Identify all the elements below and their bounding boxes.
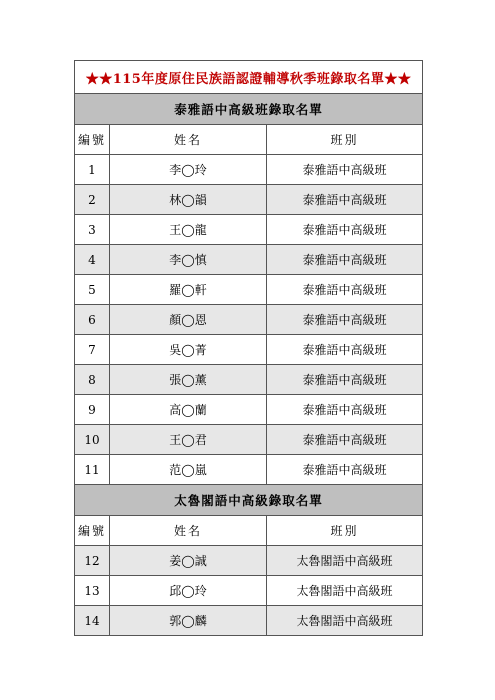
cell-no: 13 xyxy=(75,576,110,606)
section-heading-row xyxy=(75,485,423,516)
cell-name: 林◯韻 xyxy=(110,185,267,215)
table-row xyxy=(75,576,423,606)
header-class: 班別 xyxy=(267,516,423,546)
cell-no: 1 xyxy=(75,155,110,185)
table-row xyxy=(75,335,423,365)
cell-class: 泰雅語中高級班 xyxy=(267,215,423,245)
cell-name: 李◯慎 xyxy=(110,245,267,275)
table-row xyxy=(75,395,423,425)
cell-class: 泰雅語中高級班 xyxy=(267,395,423,425)
table-row xyxy=(75,425,423,455)
cell-class: 泰雅語中高級班 xyxy=(267,275,423,305)
cell-name: 羅◯軒 xyxy=(110,275,267,305)
admission-list-table xyxy=(74,60,423,636)
table-row xyxy=(75,546,423,576)
title-row xyxy=(75,61,423,94)
header-class: 班別 xyxy=(267,125,423,155)
cell-no: 3 xyxy=(75,215,110,245)
table-row xyxy=(75,455,423,485)
cell-no: 8 xyxy=(75,365,110,395)
cell-name: 張◯薰 xyxy=(110,365,267,395)
cell-name: 邱◯玲 xyxy=(110,576,267,606)
table-row xyxy=(75,305,423,335)
cell-no: 9 xyxy=(75,395,110,425)
cell-class: 泰雅語中高級班 xyxy=(267,455,423,485)
cell-no: 2 xyxy=(75,185,110,215)
cell-class: 泰雅語中高級班 xyxy=(267,245,423,275)
cell-class: 泰雅語中高級班 xyxy=(267,365,423,395)
header-name: 姓名 xyxy=(110,125,267,155)
header-no: 編號 xyxy=(75,516,110,546)
roster-document xyxy=(74,60,422,636)
header-no: 編號 xyxy=(75,125,110,155)
cell-name: 顏◯恩 xyxy=(110,305,267,335)
table-row xyxy=(75,245,423,275)
cell-no: 14 xyxy=(75,606,110,636)
cell-class: 太魯閣語中高級班 xyxy=(267,576,423,606)
table-row xyxy=(75,155,423,185)
column-header-row xyxy=(75,516,423,546)
cell-no: 5 xyxy=(75,275,110,305)
header-name: 姓名 xyxy=(110,516,267,546)
column-header-row xyxy=(75,125,423,155)
cell-name: 吳◯菁 xyxy=(110,335,267,365)
cell-name: 王◯君 xyxy=(110,425,267,455)
table-row xyxy=(75,185,423,215)
cell-name: 郭◯麟 xyxy=(110,606,267,636)
cell-no: 7 xyxy=(75,335,110,365)
cell-no: 10 xyxy=(75,425,110,455)
cell-class: 太魯閣語中高級班 xyxy=(267,546,423,576)
section-heading: 泰雅語中高級班錄取名單 xyxy=(75,94,423,125)
document-title: ★★115年度原住民族語認證輔導秋季班錄取名單★★ xyxy=(75,61,423,94)
table-row xyxy=(75,275,423,305)
cell-no: 4 xyxy=(75,245,110,275)
cell-class: 泰雅語中高級班 xyxy=(267,155,423,185)
cell-no: 12 xyxy=(75,546,110,576)
cell-name: 高◯蘭 xyxy=(110,395,267,425)
cell-no: 11 xyxy=(75,455,110,485)
cell-class: 泰雅語中高級班 xyxy=(267,305,423,335)
cell-class: 泰雅語中高級班 xyxy=(267,185,423,215)
table-row xyxy=(75,606,423,636)
table-row xyxy=(75,215,423,245)
cell-name: 李◯玲 xyxy=(110,155,267,185)
cell-class: 泰雅語中高級班 xyxy=(267,335,423,365)
cell-no: 6 xyxy=(75,305,110,335)
section-heading-row xyxy=(75,94,423,125)
table-row xyxy=(75,365,423,395)
cell-name: 王◯龍 xyxy=(110,215,267,245)
cell-class: 太魯閣語中高級班 xyxy=(267,606,423,636)
cell-name: 姜◯誠 xyxy=(110,546,267,576)
cell-name: 范◯嵐 xyxy=(110,455,267,485)
cell-class: 泰雅語中高級班 xyxy=(267,425,423,455)
section-heading: 太魯閣語中高級錄取名單 xyxy=(75,485,423,516)
